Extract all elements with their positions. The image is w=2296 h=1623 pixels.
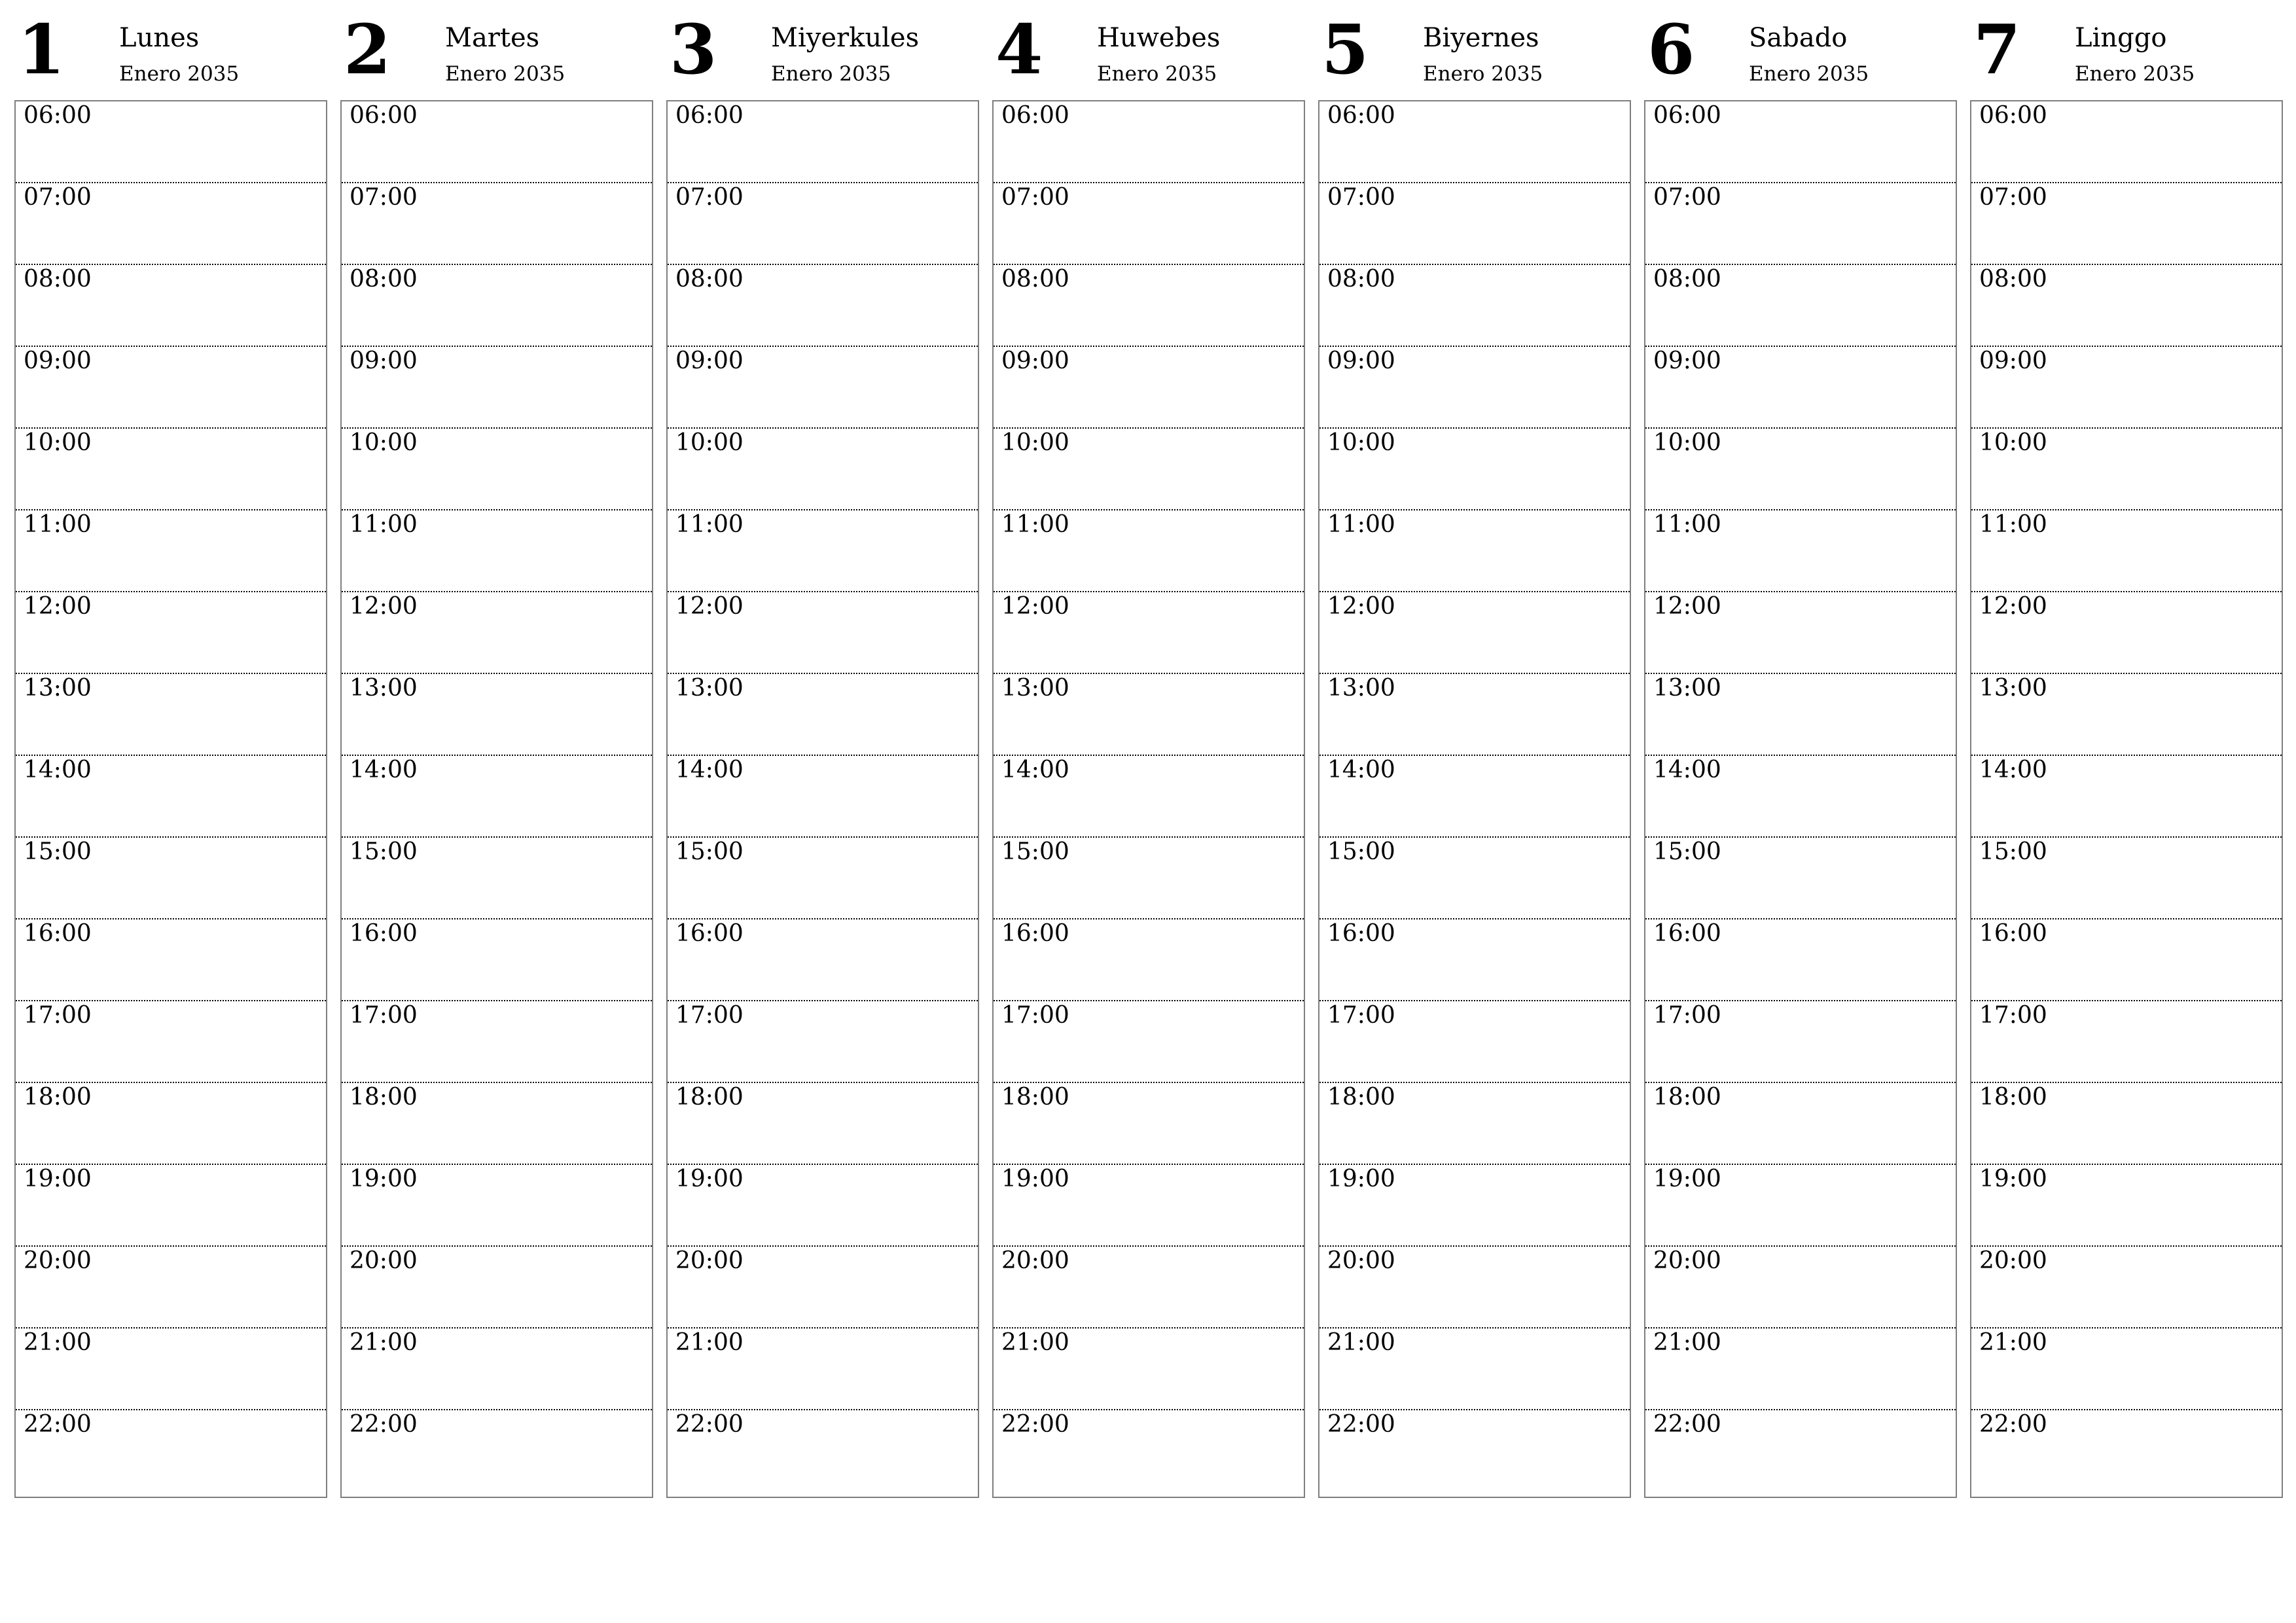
day-number: 5 <box>1321 9 1369 90</box>
time-label: 07:00 <box>675 184 744 211</box>
time-label: 21:00 <box>1653 1329 1721 1356</box>
time-slot[interactable] <box>994 1329 1304 1410</box>
time-slot[interactable] <box>1971 1410 2282 1492</box>
time-slot[interactable] <box>1319 838 1630 919</box>
time-slot[interactable] <box>668 1165 978 1247</box>
time-slot[interactable] <box>342 1165 652 1247</box>
time-label: 15:00 <box>1979 838 2047 865</box>
time-slot[interactable] <box>668 1247 978 1329</box>
time-label: 19:00 <box>350 1166 418 1192</box>
time-slot[interactable] <box>1971 674 2282 756</box>
time-label: 09:00 <box>1327 348 1395 374</box>
time-label: 11:00 <box>1653 511 1721 538</box>
day-name: Biyernes <box>1423 23 1539 53</box>
time-slot[interactable] <box>1645 265 1956 347</box>
time-label: 06:00 <box>350 102 418 129</box>
day-schedule-box <box>14 100 327 1498</box>
time-label: 13:00 <box>350 675 418 702</box>
time-label: 11:00 <box>675 511 744 538</box>
time-slot[interactable] <box>1319 1410 1630 1492</box>
time-label: 06:00 <box>1001 102 1069 129</box>
time-slot[interactable] <box>16 1247 326 1329</box>
time-slot[interactable] <box>1971 838 2282 919</box>
time-label: 16:00 <box>24 920 92 947</box>
time-slot[interactable] <box>994 838 1304 919</box>
time-label: 19:00 <box>1001 1166 1069 1192</box>
time-label: 17:00 <box>1979 1002 2047 1029</box>
time-slot[interactable] <box>342 347 652 429</box>
time-label: 22:00 <box>1001 1411 1069 1438</box>
time-slot[interactable] <box>1645 1410 1956 1492</box>
day-name: Huwebes <box>1097 23 1221 53</box>
time-label: 11:00 <box>350 511 418 538</box>
day-column <box>992 0 1305 1438</box>
time-label: 10:00 <box>1001 429 1069 456</box>
time-slot[interactable] <box>16 265 326 347</box>
time-slot[interactable] <box>994 183 1304 265</box>
time-slot[interactable] <box>994 756 1304 838</box>
time-slot[interactable] <box>994 101 1304 183</box>
time-slot[interactable] <box>16 1329 326 1410</box>
time-label: 13:00 <box>1001 675 1069 702</box>
time-slot[interactable] <box>16 347 326 429</box>
time-label: 09:00 <box>24 348 92 374</box>
time-slot[interactable] <box>1645 1329 1956 1410</box>
time-slot[interactable] <box>1319 919 1630 1001</box>
time-label: 16:00 <box>1001 920 1069 947</box>
time-label: 15:00 <box>675 838 744 865</box>
day-month: Enero 2035 <box>1749 62 1869 86</box>
time-label: 10:00 <box>24 429 92 456</box>
time-slot[interactable] <box>1319 1247 1630 1329</box>
time-slot[interactable] <box>16 838 326 919</box>
time-label: 19:00 <box>675 1166 744 1192</box>
time-slot[interactable] <box>1645 1001 1956 1083</box>
time-label: 12:00 <box>24 593 92 620</box>
time-label: 22:00 <box>1327 1411 1395 1438</box>
time-label: 18:00 <box>1001 1084 1069 1111</box>
day-header <box>14 0 327 100</box>
time-label: 10:00 <box>675 429 744 456</box>
time-slot[interactable] <box>994 1083 1304 1165</box>
time-slot[interactable] <box>668 510 978 592</box>
day-name: Martes <box>445 23 540 53</box>
time-label: 08:00 <box>1001 266 1069 293</box>
day-column <box>1970 0 2283 1438</box>
time-label: 06:00 <box>1979 102 2047 129</box>
day-schedule-box <box>666 100 979 1498</box>
time-slot[interactable] <box>1319 183 1630 265</box>
time-label: 18:00 <box>350 1084 418 1111</box>
time-label: 14:00 <box>1327 757 1395 783</box>
time-slot[interactable] <box>668 1410 978 1492</box>
time-slot[interactable] <box>994 265 1304 347</box>
day-number: 3 <box>670 9 717 90</box>
time-label: 16:00 <box>1979 920 2047 947</box>
time-label: 18:00 <box>24 1084 92 1111</box>
day-number: 2 <box>344 9 391 90</box>
time-label: 18:00 <box>1327 1084 1395 1111</box>
day-schedule-box <box>992 100 1305 1498</box>
time-label: 13:00 <box>1653 675 1721 702</box>
time-label: 21:00 <box>1979 1329 2047 1356</box>
time-slot[interactable] <box>668 756 978 838</box>
time-slot[interactable] <box>1319 674 1630 756</box>
time-slot[interactable] <box>342 674 652 756</box>
time-slot[interactable] <box>342 101 652 183</box>
time-slot[interactable] <box>994 592 1304 674</box>
time-label: 11:00 <box>1979 511 2047 538</box>
time-slot[interactable] <box>342 265 652 347</box>
time-slot[interactable] <box>1971 1001 2282 1083</box>
time-slot[interactable] <box>342 1410 652 1492</box>
time-label: 20:00 <box>1653 1247 1721 1274</box>
time-label: 19:00 <box>1979 1166 2047 1192</box>
time-slot[interactable] <box>1971 1083 2282 1165</box>
time-slot[interactable] <box>668 183 978 265</box>
time-label: 07:00 <box>24 184 92 211</box>
time-label: 14:00 <box>24 757 92 783</box>
time-label: 20:00 <box>675 1247 744 1274</box>
time-label: 08:00 <box>24 266 92 293</box>
day-name: Lunes <box>119 23 200 53</box>
day-schedule-box <box>1644 100 1957 1498</box>
time-slot[interactable] <box>1645 1083 1956 1165</box>
time-slot[interactable] <box>994 1410 1304 1492</box>
day-column <box>666 0 979 1438</box>
time-slot[interactable] <box>668 429 978 510</box>
time-label: 15:00 <box>1001 838 1069 865</box>
time-label: 20:00 <box>350 1247 418 1274</box>
day-header <box>992 0 1305 100</box>
time-label: 15:00 <box>24 838 92 865</box>
time-slot[interactable] <box>1971 756 2282 838</box>
day-number: 4 <box>996 9 1043 90</box>
time-label: 22:00 <box>1653 1411 1721 1438</box>
time-label: 14:00 <box>1979 757 2047 783</box>
time-slot[interactable] <box>1971 592 2282 674</box>
time-slot[interactable] <box>1645 1165 1956 1247</box>
time-slot[interactable] <box>1645 101 1956 183</box>
time-label: 22:00 <box>24 1411 92 1438</box>
time-slot[interactable] <box>1645 756 1956 838</box>
time-label: 17:00 <box>24 1002 92 1029</box>
time-label: 14:00 <box>1001 757 1069 783</box>
day-name: Miyerkules <box>771 23 920 53</box>
day-header <box>1318 0 1631 100</box>
time-label: 14:00 <box>1653 757 1721 783</box>
time-slot[interactable] <box>16 510 326 592</box>
day-column <box>340 0 653 1438</box>
time-slot[interactable] <box>668 592 978 674</box>
time-slot[interactable] <box>668 1083 978 1165</box>
time-slot[interactable] <box>16 101 326 183</box>
time-label: 22:00 <box>350 1411 418 1438</box>
time-label: 16:00 <box>1327 920 1395 947</box>
time-label: 17:00 <box>675 1002 744 1029</box>
time-slot[interactable] <box>1319 510 1630 592</box>
day-number: 1 <box>18 9 65 90</box>
day-schedule-box <box>340 100 653 1498</box>
time-label: 17:00 <box>1001 1002 1069 1029</box>
time-slot[interactable] <box>342 1247 652 1329</box>
time-label: 16:00 <box>675 920 744 947</box>
time-label: 06:00 <box>1653 102 1721 129</box>
time-slot[interactable] <box>1319 1165 1630 1247</box>
time-slot[interactable] <box>994 1247 1304 1329</box>
time-slot[interactable] <box>342 510 652 592</box>
time-slot[interactable] <box>1645 838 1956 919</box>
day-month: Enero 2035 <box>1097 62 1217 86</box>
time-slot[interactable] <box>342 1001 652 1083</box>
time-slot[interactable] <box>1645 347 1956 429</box>
time-slot[interactable] <box>16 674 326 756</box>
time-label: 19:00 <box>1653 1166 1721 1192</box>
time-label: 06:00 <box>24 102 92 129</box>
time-label: 22:00 <box>1979 1411 2047 1438</box>
time-label: 13:00 <box>675 675 744 702</box>
time-slot[interactable] <box>1319 1329 1630 1410</box>
time-slot[interactable] <box>668 347 978 429</box>
time-label: 06:00 <box>1327 102 1395 129</box>
time-slot[interactable] <box>668 838 978 919</box>
time-label: 09:00 <box>1653 348 1721 374</box>
time-slot[interactable] <box>16 429 326 510</box>
time-label: 11:00 <box>1327 511 1395 538</box>
time-slot[interactable] <box>668 101 978 183</box>
time-slot[interactable] <box>994 674 1304 756</box>
time-slot[interactable] <box>668 919 978 1001</box>
time-label: 12:00 <box>350 593 418 620</box>
day-schedule-box <box>1318 100 1631 1498</box>
time-label: 18:00 <box>675 1084 744 1111</box>
time-label: 09:00 <box>1979 348 2047 374</box>
time-slot[interactable] <box>994 1001 1304 1083</box>
time-label: 07:00 <box>1001 184 1069 211</box>
time-label: 08:00 <box>1327 266 1395 293</box>
time-label: 21:00 <box>1327 1329 1395 1356</box>
time-slot[interactable] <box>342 838 652 919</box>
time-label: 15:00 <box>1653 838 1721 865</box>
time-label: 08:00 <box>1979 266 2047 293</box>
day-month: Enero 2035 <box>1423 62 1543 86</box>
time-label: 18:00 <box>1979 1084 2047 1111</box>
time-slot[interactable] <box>1971 265 2282 347</box>
time-label: 08:00 <box>350 266 418 293</box>
time-slot[interactable] <box>1971 347 2282 429</box>
time-label: 10:00 <box>1653 429 1721 456</box>
day-number: 7 <box>1973 9 2021 90</box>
time-slot[interactable] <box>668 1329 978 1410</box>
time-slot[interactable] <box>16 1165 326 1247</box>
time-slot[interactable] <box>16 183 326 265</box>
time-slot[interactable] <box>342 1083 652 1165</box>
time-label: 13:00 <box>1979 675 2047 702</box>
time-slot[interactable] <box>1319 1001 1630 1083</box>
time-slot[interactable] <box>994 510 1304 592</box>
time-slot[interactable] <box>1319 347 1630 429</box>
time-slot[interactable] <box>342 919 652 1001</box>
day-column <box>1318 0 1631 1438</box>
time-label: 07:00 <box>1327 184 1395 211</box>
time-label: 15:00 <box>350 838 418 865</box>
time-slot[interactable] <box>1645 1247 1956 1329</box>
time-label: 15:00 <box>1327 838 1395 865</box>
time-label: 13:00 <box>24 675 92 702</box>
time-label: 10:00 <box>350 429 418 456</box>
time-label: 19:00 <box>24 1166 92 1192</box>
time-slot[interactable] <box>342 592 652 674</box>
time-slot[interactable] <box>16 919 326 1001</box>
time-label: 09:00 <box>1001 348 1069 374</box>
time-label: 21:00 <box>350 1329 418 1356</box>
time-label: 17:00 <box>350 1002 418 1029</box>
time-label: 06:00 <box>675 102 744 129</box>
time-slot[interactable] <box>994 429 1304 510</box>
time-slot[interactable] <box>1645 510 1956 592</box>
day-month: Enero 2035 <box>119 62 240 86</box>
time-label: 18:00 <box>1653 1084 1721 1111</box>
time-slot[interactable] <box>342 429 652 510</box>
time-label: 07:00 <box>350 184 418 211</box>
time-slot[interactable] <box>1971 919 2282 1001</box>
time-slot[interactable] <box>1971 101 2282 183</box>
time-slot[interactable] <box>1319 429 1630 510</box>
time-slot[interactable] <box>16 1001 326 1083</box>
time-slot[interactable] <box>1645 592 1956 674</box>
time-slot[interactable] <box>1645 183 1956 265</box>
time-slot[interactable] <box>1645 674 1956 756</box>
time-slot[interactable] <box>1971 1165 2282 1247</box>
day-month: Enero 2035 <box>771 62 891 86</box>
time-label: 14:00 <box>350 757 418 783</box>
day-month: Enero 2035 <box>445 62 565 86</box>
day-name: Sabado <box>1749 23 1848 53</box>
time-label: 11:00 <box>24 511 92 538</box>
time-label: 11:00 <box>1001 511 1069 538</box>
time-label: 16:00 <box>1653 920 1721 947</box>
time-label: 20:00 <box>1327 1247 1395 1274</box>
time-slot[interactable] <box>1971 510 2282 592</box>
time-slot[interactable] <box>1319 1083 1630 1165</box>
time-slot[interactable] <box>16 592 326 674</box>
day-number: 6 <box>1647 9 1695 90</box>
time-label: 17:00 <box>1653 1002 1721 1029</box>
time-label: 07:00 <box>1979 184 2047 211</box>
time-slot[interactable] <box>1645 919 1956 1001</box>
time-slot[interactable] <box>668 265 978 347</box>
time-label: 16:00 <box>350 920 418 947</box>
time-slot[interactable] <box>1319 265 1630 347</box>
day-column <box>1644 0 1957 1438</box>
time-label: 22:00 <box>675 1411 744 1438</box>
time-label: 20:00 <box>1001 1247 1069 1274</box>
time-slot[interactable] <box>668 674 978 756</box>
time-slot[interactable] <box>342 1329 652 1410</box>
time-slot[interactable] <box>994 919 1304 1001</box>
time-label: 19:00 <box>1327 1166 1395 1192</box>
day-name: Linggo <box>2075 23 2167 53</box>
day-header <box>666 0 979 100</box>
time-slot[interactable] <box>1645 429 1956 510</box>
time-slot[interactable] <box>16 1410 326 1492</box>
day-month: Enero 2035 <box>2075 62 2195 86</box>
time-slot[interactable] <box>1319 756 1630 838</box>
time-label: 17:00 <box>1327 1002 1395 1029</box>
time-slot[interactable] <box>1971 429 2282 510</box>
time-slot[interactable] <box>16 1083 326 1165</box>
time-label: 12:00 <box>1327 593 1395 620</box>
time-label: 07:00 <box>1653 184 1721 211</box>
time-label: 12:00 <box>675 593 744 620</box>
time-slot[interactable] <box>1971 183 2282 265</box>
time-label: 12:00 <box>1001 593 1069 620</box>
time-slot[interactable] <box>1319 592 1630 674</box>
time-slot[interactable] <box>994 1165 1304 1247</box>
time-label: 09:00 <box>675 348 744 374</box>
time-label: 10:00 <box>1327 429 1395 456</box>
time-label: 21:00 <box>675 1329 744 1356</box>
time-slot[interactable] <box>1971 1329 2282 1410</box>
day-header <box>1644 0 1957 100</box>
time-label: 08:00 <box>675 266 744 293</box>
time-label: 20:00 <box>24 1247 92 1274</box>
time-label: 09:00 <box>350 348 418 374</box>
time-slot[interactable] <box>1971 1247 2282 1329</box>
time-label: 12:00 <box>1653 593 1721 620</box>
time-slot[interactable] <box>16 756 326 838</box>
day-schedule-box <box>1970 100 2283 1498</box>
time-label: 12:00 <box>1979 593 2047 620</box>
time-label: 20:00 <box>1979 1247 2047 1274</box>
time-label: 10:00 <box>1979 429 2047 456</box>
time-slot[interactable] <box>342 756 652 838</box>
time-label: 14:00 <box>675 757 744 783</box>
time-label: 13:00 <box>1327 675 1395 702</box>
time-slot[interactable] <box>994 347 1304 429</box>
time-label: 21:00 <box>1001 1329 1069 1356</box>
time-slot[interactable] <box>342 183 652 265</box>
time-slot[interactable] <box>1319 101 1630 183</box>
day-header <box>340 0 653 100</box>
day-column <box>14 0 327 1438</box>
time-label: 08:00 <box>1653 266 1721 293</box>
time-label: 21:00 <box>24 1329 92 1356</box>
time-slot[interactable] <box>668 1001 978 1083</box>
day-header <box>1970 0 2283 100</box>
